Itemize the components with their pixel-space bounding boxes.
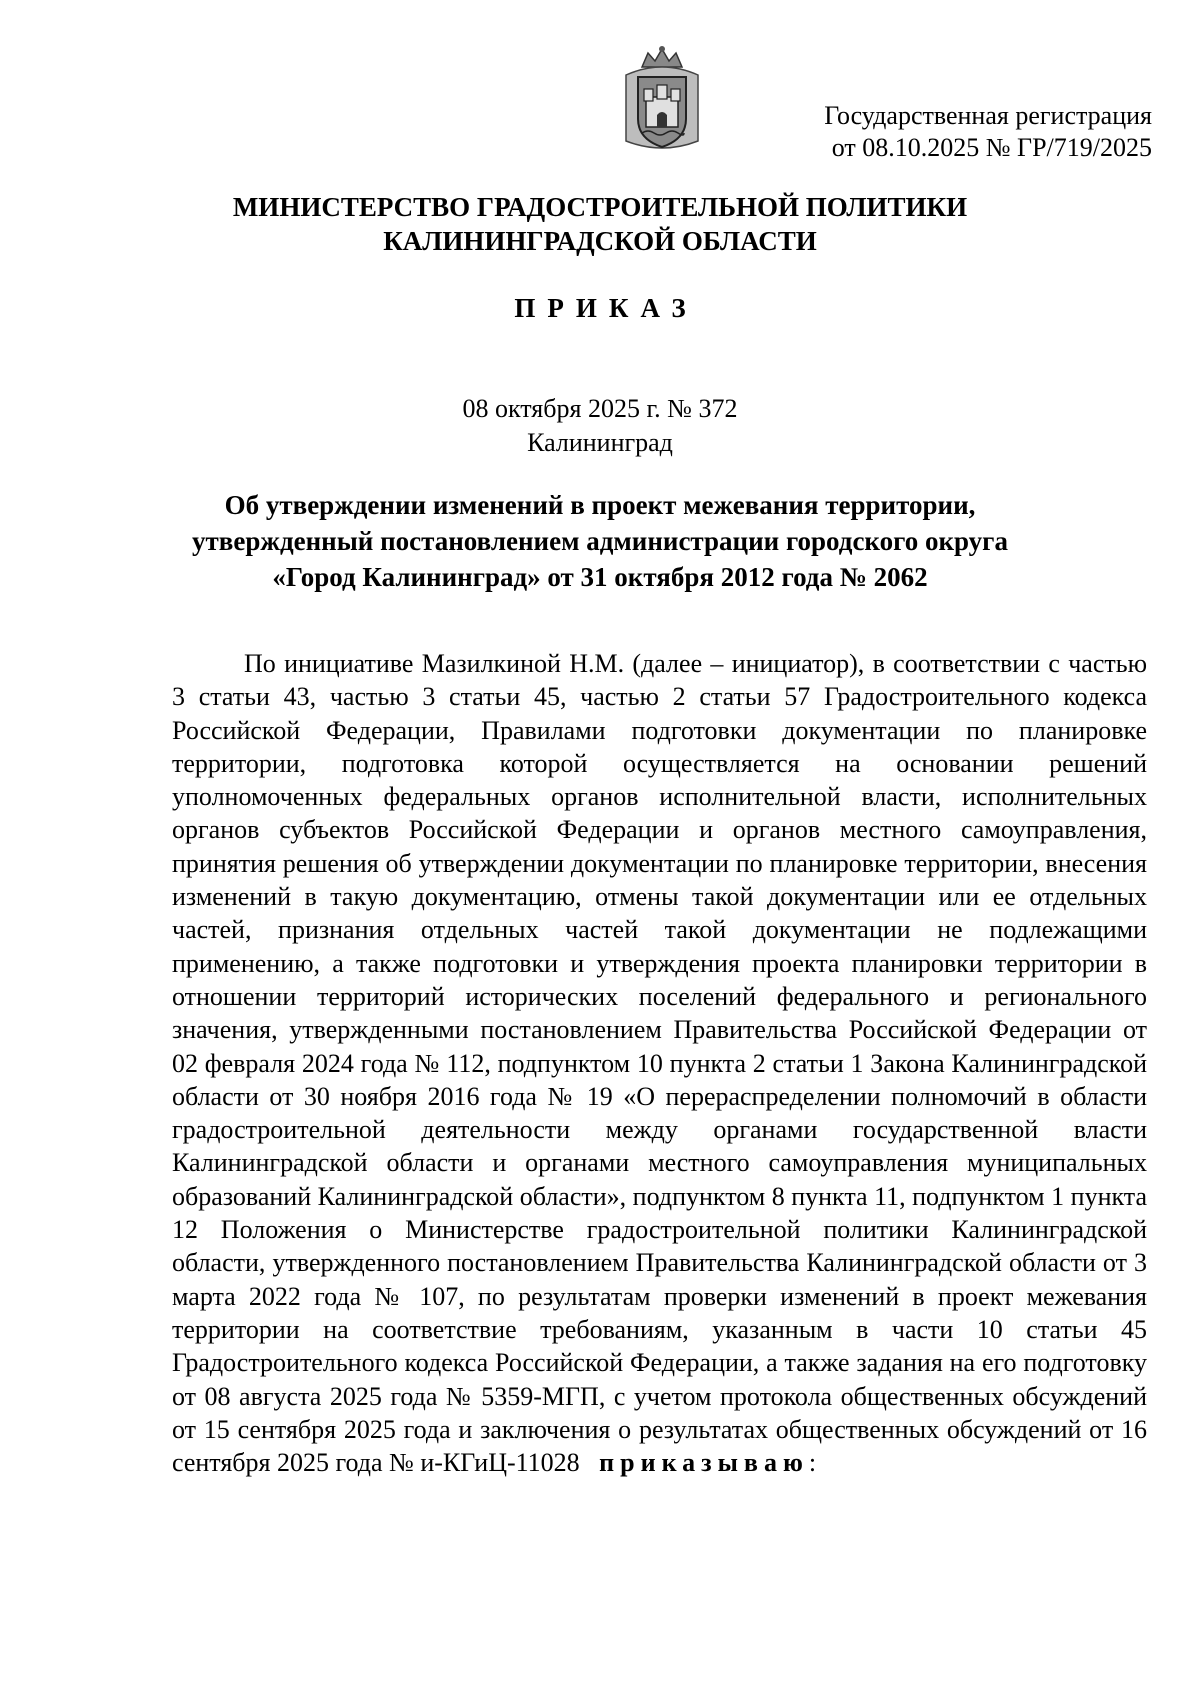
ministry-line-1: МИНИСТЕРСТВО ГРАДОСТРОИТЕЛЬНОЙ ПОЛИТИКИ bbox=[232, 192, 968, 222]
subject-line-3: «Город Калининград» от 31 октября 2012 года № 2062 bbox=[272, 562, 928, 592]
subject-line-2: утвержденный постановлением администрации городского округа bbox=[192, 526, 1008, 556]
body-paragraph bbox=[172, 647, 1147, 1479]
city: Калининград bbox=[527, 428, 673, 457]
registration-title: Государственная регистрация bbox=[824, 101, 1152, 130]
decree-word: приказываю bbox=[599, 1448, 809, 1478]
ministry-line-2: КАЛИНИНГРАДСКОЙ ОБЛАСТИ bbox=[383, 226, 817, 256]
decree-colon: : bbox=[808, 1448, 817, 1478]
document-type: ПРИКАЗ bbox=[514, 293, 698, 323]
subject-line-1: Об утверждении изменений в проект межевания территории, bbox=[224, 490, 976, 520]
date-number: 08 октября 2025 г. № 372 bbox=[462, 394, 738, 423]
kaliningrad-coat-of-arms-icon bbox=[620, 45, 704, 155]
date-block bbox=[0, 392, 1200, 460]
document-subject bbox=[0, 487, 1200, 595]
registration-block bbox=[824, 100, 1152, 164]
registration-number: от 08.10.2025 № ГР/719/2025 bbox=[831, 133, 1152, 162]
ministry-name bbox=[0, 190, 1200, 258]
body-text: По инициативе Мазилкиной Н.М. (далее – инициатор), в соответствии с частью 3 статьи 43, частью 3 статьи 45, частью 2 статьи 57 Градостроительного кодекса Российской Федерации, Правилами подготовки документации по планировке территории, подготовка которой осуществляется на основании решений уполномоченных федеральных органов исполнительной власти, исполнительных органов субъектов Российской Федерации и органов местного самоуправления, принятия решения об утверждении документации по планировке территории, внесения изменений в такую документацию, отмены такой документации или ее отдельных частей, признания отдельных частей такой документации не подлежащими применению, а также подготовки и утверждения проекта планировки территории в отношении территорий исторических поселений федерального и регионального значения, утвержденными постановлением Правительства Российской Федерации от 02 февраля 2024 года № 112, подпунктом 10 пункта 2 статьи 1 Закона Калининградской области от 30 ноября 2016 года № 19 «О перераспределении полномочий в области градостроительной деятельности между органами государственной власти Калининградской области и органами местного самоуправления муниципальных образований Калининградской области», подпунктом 8 пункта 11, подпунктом 1 пункта 12 Положения о Министерстве градостроительной политики Калининградской области, утвержденного постановлением Правительства Калининградской области от 3 марта 2022 года № 107, по результатам проверки изменений в проект межевания территории на соответствие требованиям, указанным в части 10 статьи 45 Градостроительного кодекса Российской Федерации, а также задания на его подготовку от 08 августа 2025 года № 5359-МГП, с учетом протокола общественных обсуждений от 15 сентября 2025 года и заключения о результатах общественных обсуждений от 16 сентября 2025 года № и-КГиЦ-11028 bbox=[172, 649, 1147, 1478]
